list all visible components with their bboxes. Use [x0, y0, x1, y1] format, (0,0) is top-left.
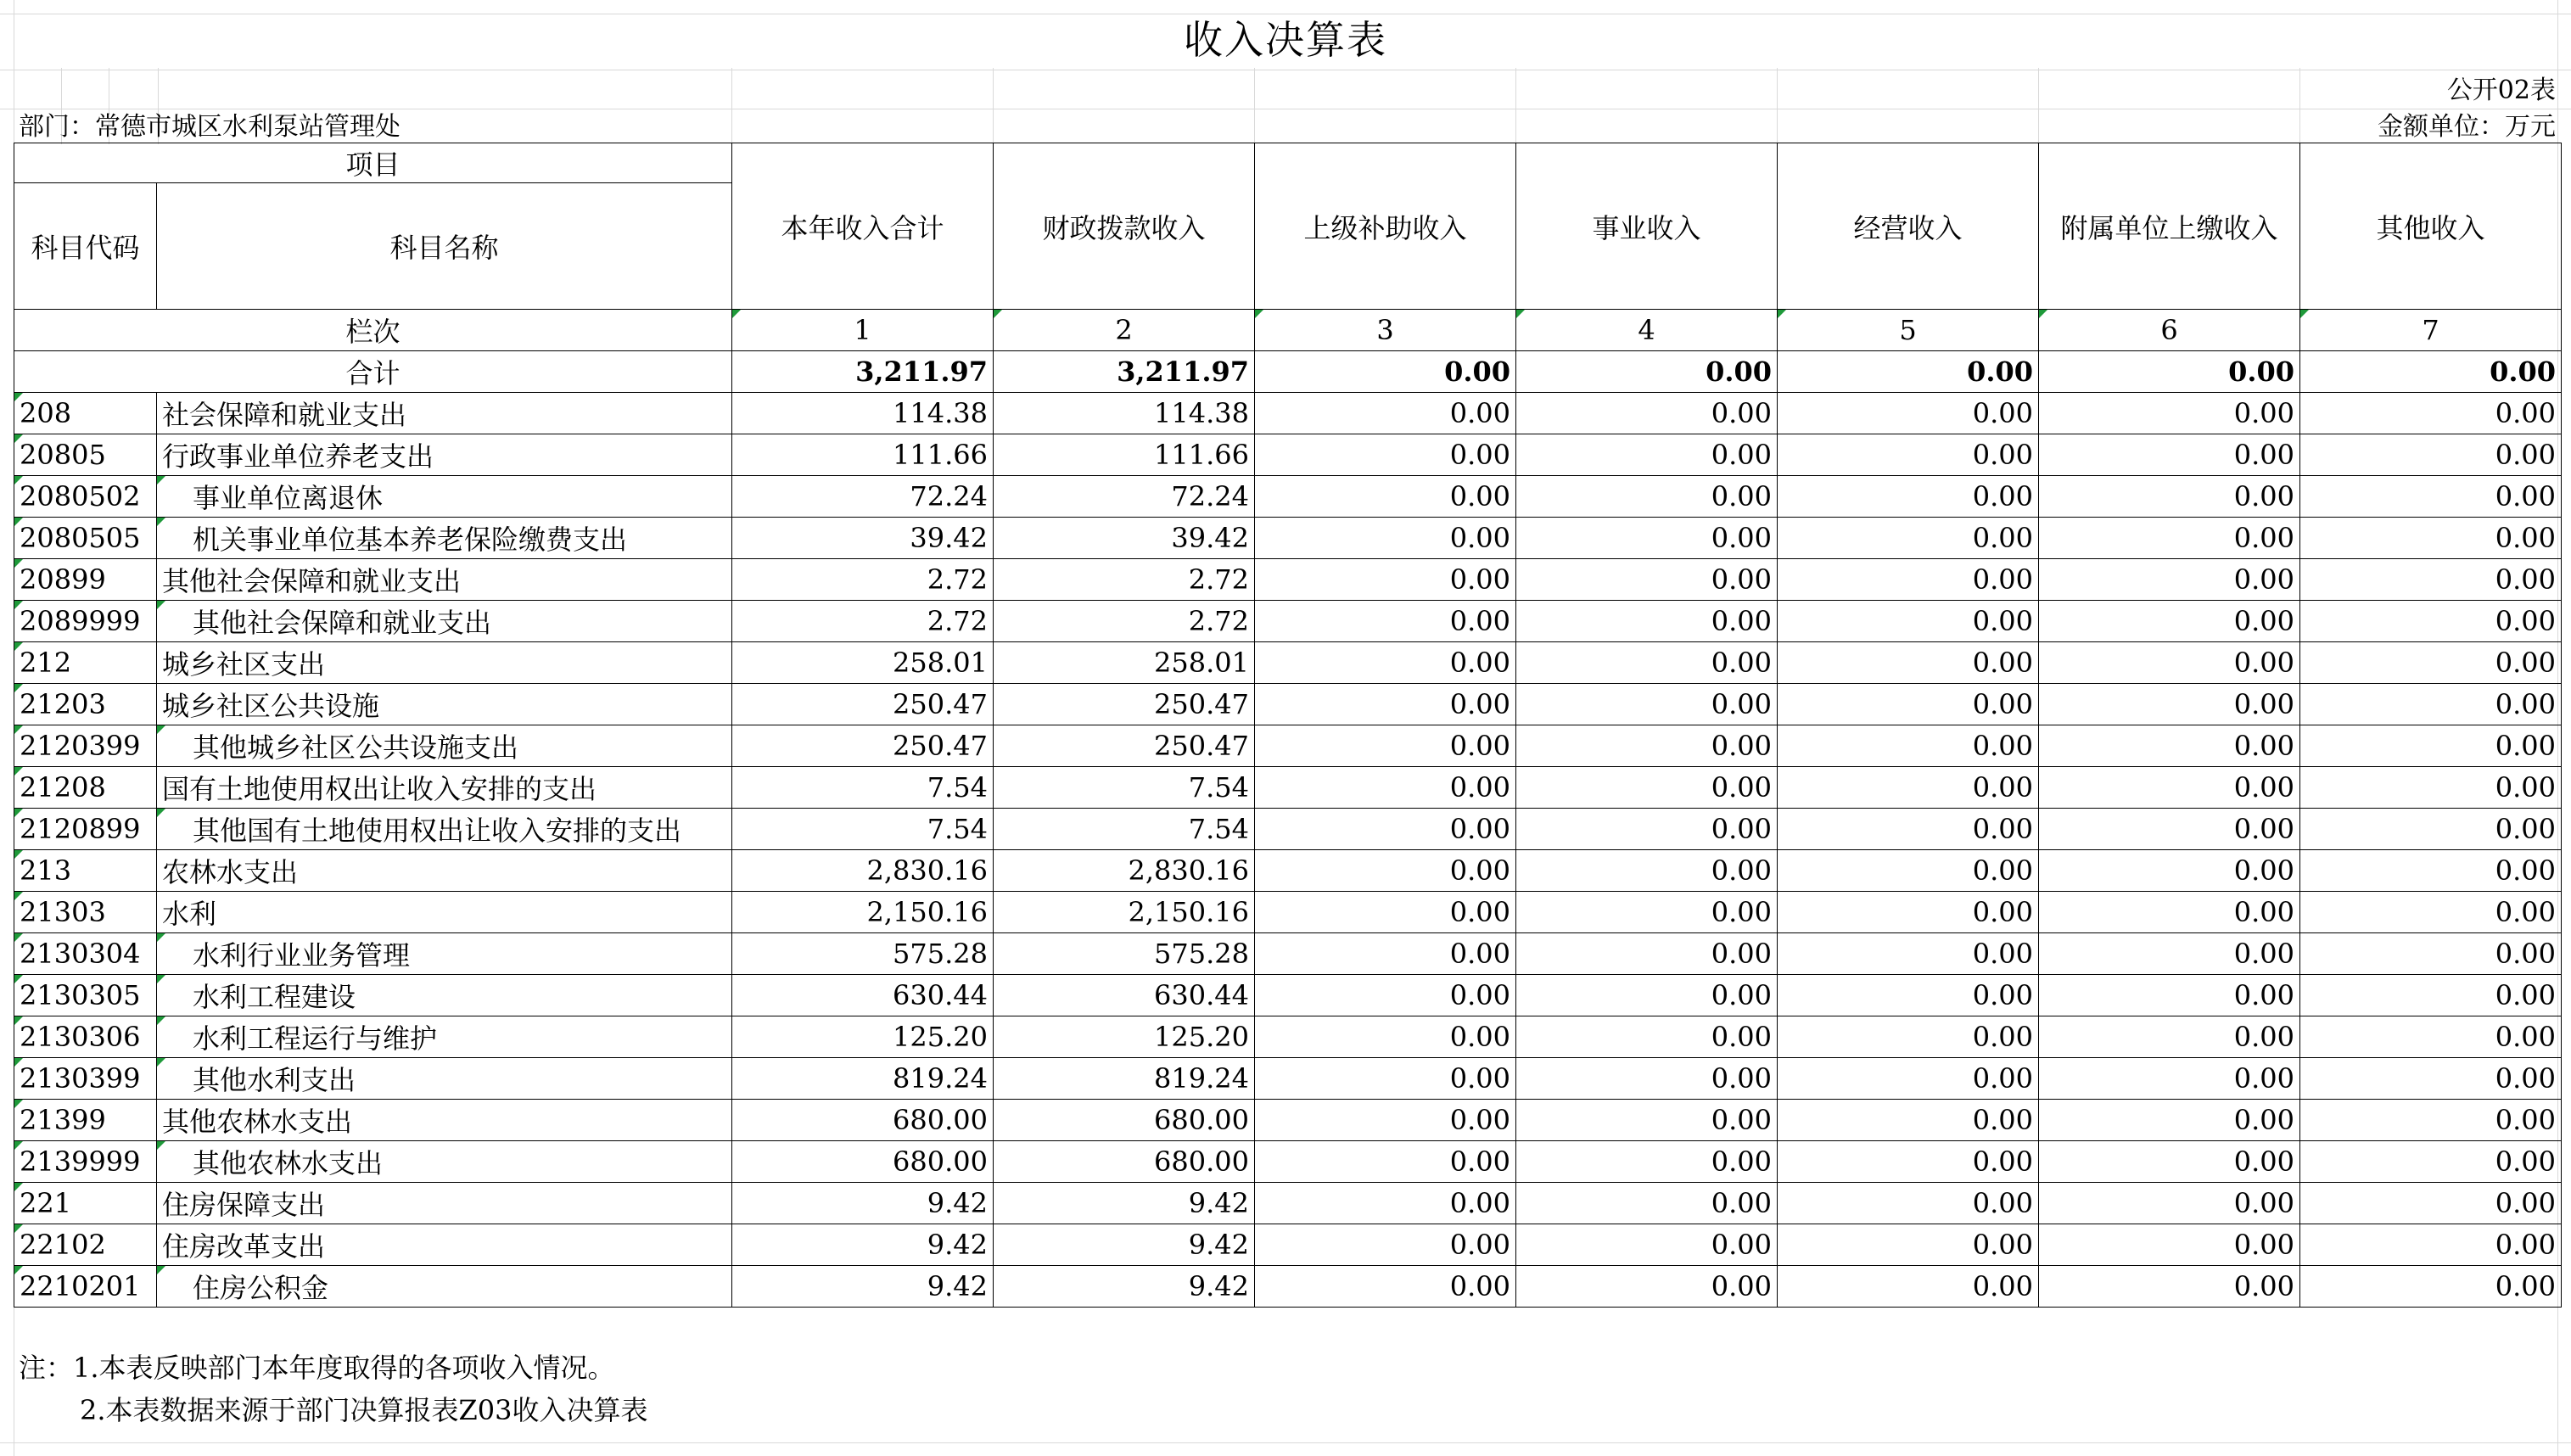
amount-cell[interactable]: 0.00	[1516, 1016, 1778, 1058]
subject-name-cell[interactable]: 住房改革支出	[157, 1224, 732, 1266]
amount-cell[interactable]: 0.00	[1255, 1100, 1516, 1141]
subject-code-cell[interactable]: 21203	[14, 684, 157, 725]
amount-cell[interactable]: 0.00	[2300, 393, 2562, 434]
subject-code-cell[interactable]: 20805	[14, 434, 157, 476]
subject-code-cell[interactable]: 213	[14, 850, 157, 892]
amount-cell[interactable]: 0.00	[2300, 434, 2562, 476]
total-value[interactable]: 0.00	[1516, 351, 1778, 393]
amount-cell[interactable]: 125.20	[732, 1016, 994, 1058]
subject-code-cell[interactable]: 21399	[14, 1100, 157, 1141]
amount-cell[interactable]: 0.00	[1516, 434, 1778, 476]
subject-code-cell[interactable]: 21303	[14, 892, 157, 933]
subject-name-cell[interactable]: 城乡社区支出	[157, 642, 732, 684]
header-total-income[interactable]: 本年收入合计	[732, 143, 994, 310]
table-row	[14, 476, 2562, 518]
amount-cell[interactable]: 0.00	[2300, 476, 2562, 518]
amount-cell[interactable]: 0.00	[1516, 684, 1778, 725]
table-row	[14, 850, 2562, 892]
amount-cell[interactable]: 2.72	[994, 601, 1255, 642]
index-number[interactable]: 1	[732, 310, 994, 351]
amount-cell[interactable]: 0.00	[2039, 434, 2300, 476]
amount-cell[interactable]: 0.00	[1255, 809, 1516, 850]
amount-cell[interactable]: 575.28	[994, 933, 1255, 975]
amount-cell[interactable]: 0.00	[1778, 1183, 2039, 1224]
amount-cell[interactable]: 0.00	[1778, 1100, 2039, 1141]
amount-cell[interactable]: 0.00	[1255, 1183, 1516, 1224]
subject-code-cell[interactable]: 22102	[14, 1224, 157, 1266]
header-operating-income[interactable]: 经营收入	[1778, 143, 2039, 310]
amount-cell[interactable]: 7.54	[732, 767, 994, 809]
amount-cell[interactable]: 0.00	[2300, 1183, 2562, 1224]
amount-cell[interactable]: 0.00	[1778, 393, 2039, 434]
total-value[interactable]: 0.00	[2300, 351, 2562, 393]
subject-name-cell[interactable]: 其他社会保障和就业支出	[157, 601, 732, 642]
subject-code-cell[interactable]: 208	[14, 393, 157, 434]
form-number: 公开02表	[2446, 76, 2556, 105]
amount-cell[interactable]: 0.00	[2300, 1224, 2562, 1266]
amount-cell[interactable]: 111.66	[994, 434, 1255, 476]
amount-cell[interactable]: 0.00	[2039, 809, 2300, 850]
subject-name-cell[interactable]: 事业单位离退休	[157, 476, 732, 518]
amount-cell[interactable]: 819.24	[994, 1058, 1255, 1100]
amount-cell[interactable]: 0.00	[2039, 476, 2300, 518]
table-row	[14, 518, 2562, 559]
amount-cell[interactable]: 0.00	[1516, 1224, 1778, 1266]
table-row	[14, 684, 2562, 725]
amount-cell[interactable]: 680.00	[732, 1100, 994, 1141]
amount-cell[interactable]: 0.00	[2300, 1058, 2562, 1100]
amount-cell[interactable]: 0.00	[2039, 850, 2300, 892]
amount-cell[interactable]: 0.00	[1778, 642, 2039, 684]
amount-cell[interactable]: 0.00	[1516, 933, 1778, 975]
amount-cell[interactable]: 0.00	[2300, 642, 2562, 684]
amount-cell[interactable]: 0.00	[2039, 559, 2300, 601]
amount-cell[interactable]: 0.00	[1778, 434, 2039, 476]
amount-cell[interactable]: 9.42	[994, 1183, 1255, 1224]
amount-cell[interactable]: 0.00	[2300, 518, 2562, 559]
amount-cell[interactable]: 0.00	[1516, 975, 1778, 1016]
amount-cell[interactable]: 250.47	[994, 725, 1255, 767]
amount-cell[interactable]: 250.47	[732, 725, 994, 767]
amount-unit-label: 金额单位：万元	[2378, 112, 2556, 142]
amount-cell[interactable]: 0.00	[2300, 1141, 2562, 1183]
amount-cell[interactable]: 250.47	[994, 684, 1255, 725]
table-row	[14, 725, 2562, 767]
amount-cell[interactable]: 0.00	[2039, 933, 2300, 975]
header-business-income[interactable]: 事业收入	[1516, 143, 1778, 310]
amount-cell[interactable]: 114.38	[994, 393, 1255, 434]
subject-name-cell[interactable]: 水利工程建设	[157, 975, 732, 1016]
amount-cell[interactable]: 0.00	[1255, 850, 1516, 892]
header-subject-name[interactable]: 科目名称	[157, 183, 732, 310]
amount-cell[interactable]: 0.00	[2039, 684, 2300, 725]
amount-cell[interactable]: 0.00	[1778, 1266, 2039, 1308]
total-value[interactable]: 3,211.97	[732, 351, 994, 393]
amount-cell[interactable]: 0.00	[1255, 975, 1516, 1016]
amount-cell[interactable]: 0.00	[2039, 975, 2300, 1016]
amount-cell[interactable]: 72.24	[732, 476, 994, 518]
note-line-1: 注：1.本表反映部门本年度取得的各项收入情况。	[19, 1352, 615, 1384]
amount-cell[interactable]: 0.00	[1516, 601, 1778, 642]
amount-cell[interactable]: 0.00	[1778, 559, 2039, 601]
subject-code-cell[interactable]: 20899	[14, 559, 157, 601]
subject-name-cell[interactable]: 其他农林水支出	[157, 1100, 732, 1141]
amount-cell[interactable]: 0.00	[1516, 1141, 1778, 1183]
subject-name-cell[interactable]: 水利工程运行与维护	[157, 1016, 732, 1058]
amount-cell[interactable]: 0.00	[2039, 1224, 2300, 1266]
amount-cell[interactable]: 0.00	[2039, 1016, 2300, 1058]
table-row	[14, 559, 2562, 601]
subject-code-cell[interactable]: 2130399	[14, 1058, 157, 1100]
subject-name-cell[interactable]: 其他国有土地使用权出让收入安排的支出	[157, 809, 732, 850]
amount-cell[interactable]: 125.20	[994, 1016, 1255, 1058]
amount-cell[interactable]: 0.00	[1516, 892, 1778, 933]
subject-code-cell[interactable]: 21208	[14, 767, 157, 809]
amount-cell[interactable]: 0.00	[1255, 725, 1516, 767]
subject-name-cell[interactable]: 行政事业单位养老支出	[157, 434, 732, 476]
table-row	[14, 393, 2562, 434]
amount-cell[interactable]: 0.00	[2039, 767, 2300, 809]
amount-cell[interactable]: 0.00	[2300, 725, 2562, 767]
amount-cell[interactable]: 0.00	[2300, 767, 2562, 809]
table-row	[14, 1183, 2562, 1224]
amount-cell[interactable]: 0.00	[1516, 850, 1778, 892]
amount-cell[interactable]: 0.00	[1255, 601, 1516, 642]
index-number[interactable]: 6	[2039, 310, 2300, 351]
amount-cell[interactable]: 9.42	[732, 1224, 994, 1266]
amount-cell[interactable]: 630.44	[994, 975, 1255, 1016]
amount-cell[interactable]: 0.00	[2039, 725, 2300, 767]
amount-cell[interactable]: 2.72	[994, 559, 1255, 601]
header-superior-subsidy[interactable]: 上级补助收入	[1255, 143, 1516, 310]
amount-cell[interactable]: 0.00	[2300, 1266, 2562, 1308]
amount-cell[interactable]: 0.00	[2300, 809, 2562, 850]
subject-code-cell[interactable]: 2120899	[14, 809, 157, 850]
amount-cell[interactable]: 0.00	[1778, 892, 2039, 933]
amount-cell[interactable]: 0.00	[1516, 559, 1778, 601]
amount-cell[interactable]: 0.00	[2039, 892, 2300, 933]
index-number[interactable]: 5	[1778, 310, 2039, 351]
amount-cell[interactable]: 0.00	[2039, 1141, 2300, 1183]
amount-cell[interactable]: 114.38	[732, 393, 994, 434]
amount-cell[interactable]: 0.00	[1255, 892, 1516, 933]
amount-cell[interactable]: 39.42	[732, 518, 994, 559]
amount-cell[interactable]: 0.00	[1778, 975, 2039, 1016]
amount-cell[interactable]: 0.00	[2300, 975, 2562, 1016]
subject-name-cell[interactable]: 机关事业单位基本养老保险缴费支出	[157, 518, 732, 559]
subject-name-cell[interactable]: 其他城乡社区公共设施支出	[157, 725, 732, 767]
amount-cell[interactable]: 2,150.16	[732, 892, 994, 933]
amount-cell[interactable]: 0.00	[1516, 1100, 1778, 1141]
amount-cell[interactable]: 258.01	[732, 642, 994, 684]
amount-cell[interactable]: 0.00	[1778, 725, 2039, 767]
amount-cell[interactable]: 0.00	[2300, 601, 2562, 642]
amount-cell[interactable]: 0.00	[1516, 725, 1778, 767]
amount-cell[interactable]: 0.00	[2300, 559, 2562, 601]
index-number[interactable]: 4	[1516, 310, 1778, 351]
amount-cell[interactable]: 0.00	[2039, 1100, 2300, 1141]
amount-cell[interactable]: 0.00	[1778, 518, 2039, 559]
total-row	[14, 351, 2562, 393]
amount-cell[interactable]: 0.00	[1255, 476, 1516, 518]
total-value[interactable]: 3,211.97	[994, 351, 1255, 393]
amount-cell[interactable]: 0.00	[1516, 476, 1778, 518]
amount-cell[interactable]: 0.00	[1255, 933, 1516, 975]
amount-cell[interactable]: 7.54	[994, 809, 1255, 850]
amount-cell[interactable]: 630.44	[732, 975, 994, 1016]
subject-code-cell[interactable]: 212	[14, 642, 157, 684]
amount-cell[interactable]: 0.00	[1255, 1016, 1516, 1058]
income-table	[14, 143, 2562, 1308]
header-other-income[interactable]: 其他收入	[2300, 143, 2562, 310]
amount-cell[interactable]: 0.00	[2300, 933, 2562, 975]
amount-cell[interactable]: 111.66	[732, 434, 994, 476]
table-row	[14, 767, 2562, 809]
table-row	[14, 1141, 2562, 1183]
amount-cell[interactable]: 0.00	[1255, 1224, 1516, 1266]
header-subject-code[interactable]: 科目代码	[14, 183, 157, 310]
amount-cell[interactable]: 0.00	[2300, 684, 2562, 725]
amount-cell[interactable]: 7.54	[732, 809, 994, 850]
index-number[interactable]: 3	[1255, 310, 1516, 351]
amount-cell[interactable]: 72.24	[994, 476, 1255, 518]
table-row	[14, 1058, 2562, 1100]
amount-cell[interactable]: 0.00	[1778, 684, 2039, 725]
subject-name-cell[interactable]: 水利	[157, 892, 732, 933]
amount-cell[interactable]: 680.00	[994, 1100, 1255, 1141]
amount-cell[interactable]: 0.00	[1255, 1141, 1516, 1183]
amount-cell[interactable]: 0.00	[1778, 476, 2039, 518]
amount-cell[interactable]: 0.00	[1778, 1224, 2039, 1266]
amount-cell[interactable]: 39.42	[994, 518, 1255, 559]
table-row	[14, 642, 2562, 684]
amount-cell[interactable]: 9.42	[732, 1183, 994, 1224]
amount-cell[interactable]: 2.72	[732, 559, 994, 601]
amount-cell[interactable]: 0.00	[2039, 642, 2300, 684]
subject-name-cell[interactable]: 其他社会保障和就业支出	[157, 559, 732, 601]
total-label[interactable]: 合计	[14, 351, 732, 393]
table-row	[14, 933, 2562, 975]
amount-cell[interactable]: 2,830.16	[732, 850, 994, 892]
table-row	[14, 1100, 2562, 1141]
amount-cell[interactable]: 0.00	[1778, 1016, 2039, 1058]
amount-cell[interactable]: 0.00	[1255, 559, 1516, 601]
header-affiliated-unit-income[interactable]: 附属单位上缴收入	[2039, 143, 2300, 310]
amount-cell[interactable]: 2,830.16	[994, 850, 1255, 892]
amount-cell[interactable]: 9.42	[994, 1224, 1255, 1266]
table-row	[14, 601, 2562, 642]
amount-cell[interactable]: 7.54	[994, 767, 1255, 809]
amount-cell[interactable]: 0.00	[1255, 1266, 1516, 1308]
table-row	[14, 1224, 2562, 1266]
amount-cell[interactable]: 2.72	[732, 601, 994, 642]
index-number[interactable]: 2	[994, 310, 1255, 351]
subject-name-cell[interactable]: 社会保障和就业支出	[157, 393, 732, 434]
subject-code-cell[interactable]: 2080502	[14, 476, 157, 518]
amount-cell[interactable]: 250.47	[732, 684, 994, 725]
amount-cell[interactable]: 680.00	[994, 1141, 1255, 1183]
amount-cell[interactable]: 0.00	[1255, 393, 1516, 434]
table-row	[14, 892, 2562, 933]
amount-cell[interactable]: 0.00	[2039, 393, 2300, 434]
amount-cell[interactable]: 0.00	[1255, 434, 1516, 476]
amount-cell[interactable]: 0.00	[1778, 1141, 2039, 1183]
amount-cell[interactable]: 0.00	[1255, 684, 1516, 725]
table-row	[14, 809, 2562, 850]
amount-cell[interactable]: 0.00	[2300, 1016, 2562, 1058]
amount-cell[interactable]: 0.00	[2039, 601, 2300, 642]
amount-cell[interactable]: 9.42	[994, 1266, 1255, 1308]
total-value[interactable]: 0.00	[1778, 351, 2039, 393]
department-label: 部门：常德市城区水利泵站管理处	[19, 112, 400, 142]
subject-code-cell[interactable]: 2130304	[14, 933, 157, 975]
amount-cell[interactable]: 0.00	[2039, 1266, 2300, 1308]
index-label[interactable]: 栏次	[14, 310, 732, 351]
amount-cell[interactable]: 0.00	[1778, 601, 2039, 642]
subject-code-cell[interactable]: 2120399	[14, 725, 157, 767]
subject-code-cell[interactable]: 2139999	[14, 1141, 157, 1183]
amount-cell[interactable]: 0.00	[1516, 1266, 1778, 1308]
header-project[interactable]: 项目	[14, 143, 732, 183]
amount-cell[interactable]: 0.00	[1778, 933, 2039, 975]
amount-cell[interactable]: 258.01	[994, 642, 1255, 684]
total-value[interactable]: 0.00	[1255, 351, 1516, 393]
amount-cell[interactable]: 0.00	[1516, 1183, 1778, 1224]
amount-cell[interactable]: 0.00	[1778, 767, 2039, 809]
table-row	[14, 1016, 2562, 1058]
amount-cell[interactable]: 0.00	[1516, 518, 1778, 559]
subject-name-cell[interactable]: 其他水利支出	[157, 1058, 732, 1100]
header-fiscal-appropriation[interactable]: 财政拨款收入	[994, 143, 1255, 310]
amount-cell[interactable]: 0.00	[1516, 1058, 1778, 1100]
note-line-2: 2.本表数据来源于部门决算报表Z03收入决算表	[80, 1394, 648, 1426]
subject-code-cell[interactable]: 2080505	[14, 518, 157, 559]
amount-cell[interactable]: 680.00	[732, 1141, 994, 1183]
table-row	[14, 975, 2562, 1016]
subject-code-cell[interactable]: 2130306	[14, 1016, 157, 1058]
amount-cell[interactable]: 0.00	[2300, 850, 2562, 892]
subject-name-cell[interactable]: 水利行业业务管理	[157, 933, 732, 975]
subject-name-cell[interactable]: 国有土地使用权出让收入安排的支出	[157, 767, 732, 809]
amount-cell[interactable]: 9.42	[732, 1266, 994, 1308]
amount-cell[interactable]: 0.00	[1255, 642, 1516, 684]
amount-cell[interactable]: 0.00	[2039, 1183, 2300, 1224]
table-row	[14, 434, 2562, 476]
total-value[interactable]: 0.00	[2039, 351, 2300, 393]
subject-name-cell[interactable]: 其他农林水支出	[157, 1141, 732, 1183]
amount-cell[interactable]: 0.00	[1778, 809, 2039, 850]
subject-name-cell[interactable]: 住房保障支出	[157, 1183, 732, 1224]
amount-cell[interactable]: 575.28	[732, 933, 994, 975]
amount-cell[interactable]: 0.00	[2300, 892, 2562, 933]
amount-cell[interactable]: 0.00	[1255, 518, 1516, 559]
amount-cell[interactable]: 819.24	[732, 1058, 994, 1100]
subject-name-cell[interactable]: 农林水支出	[157, 850, 732, 892]
amount-cell[interactable]: 0.00	[1255, 1058, 1516, 1100]
subject-code-cell[interactable]: 2210201	[14, 1266, 157, 1308]
amount-cell[interactable]: 0.00	[2039, 518, 2300, 559]
page-title: 收入决算表	[1184, 17, 1387, 63]
subject-name-cell[interactable]: 住房公积金	[157, 1266, 732, 1308]
amount-cell[interactable]: 0.00	[2300, 1100, 2562, 1141]
amount-cell[interactable]: 0.00	[1516, 642, 1778, 684]
amount-cell[interactable]: 0.00	[1255, 767, 1516, 809]
amount-cell[interactable]: 0.00	[1778, 850, 2039, 892]
amount-cell[interactable]: 2,150.16	[994, 892, 1255, 933]
amount-cell[interactable]: 0.00	[1778, 1058, 2039, 1100]
subject-name-cell[interactable]: 城乡社区公共设施	[157, 684, 732, 725]
amount-cell[interactable]: 0.00	[1516, 809, 1778, 850]
amount-cell[interactable]: 0.00	[2039, 1058, 2300, 1100]
amount-cell[interactable]: 0.00	[1516, 393, 1778, 434]
subject-code-cell[interactable]: 2089999	[14, 601, 157, 642]
amount-cell[interactable]: 0.00	[1516, 767, 1778, 809]
subject-code-cell[interactable]: 2130305	[14, 975, 157, 1016]
index-number[interactable]: 7	[2300, 310, 2562, 351]
table-row	[14, 1266, 2562, 1308]
subject-code-cell[interactable]: 221	[14, 1183, 157, 1224]
